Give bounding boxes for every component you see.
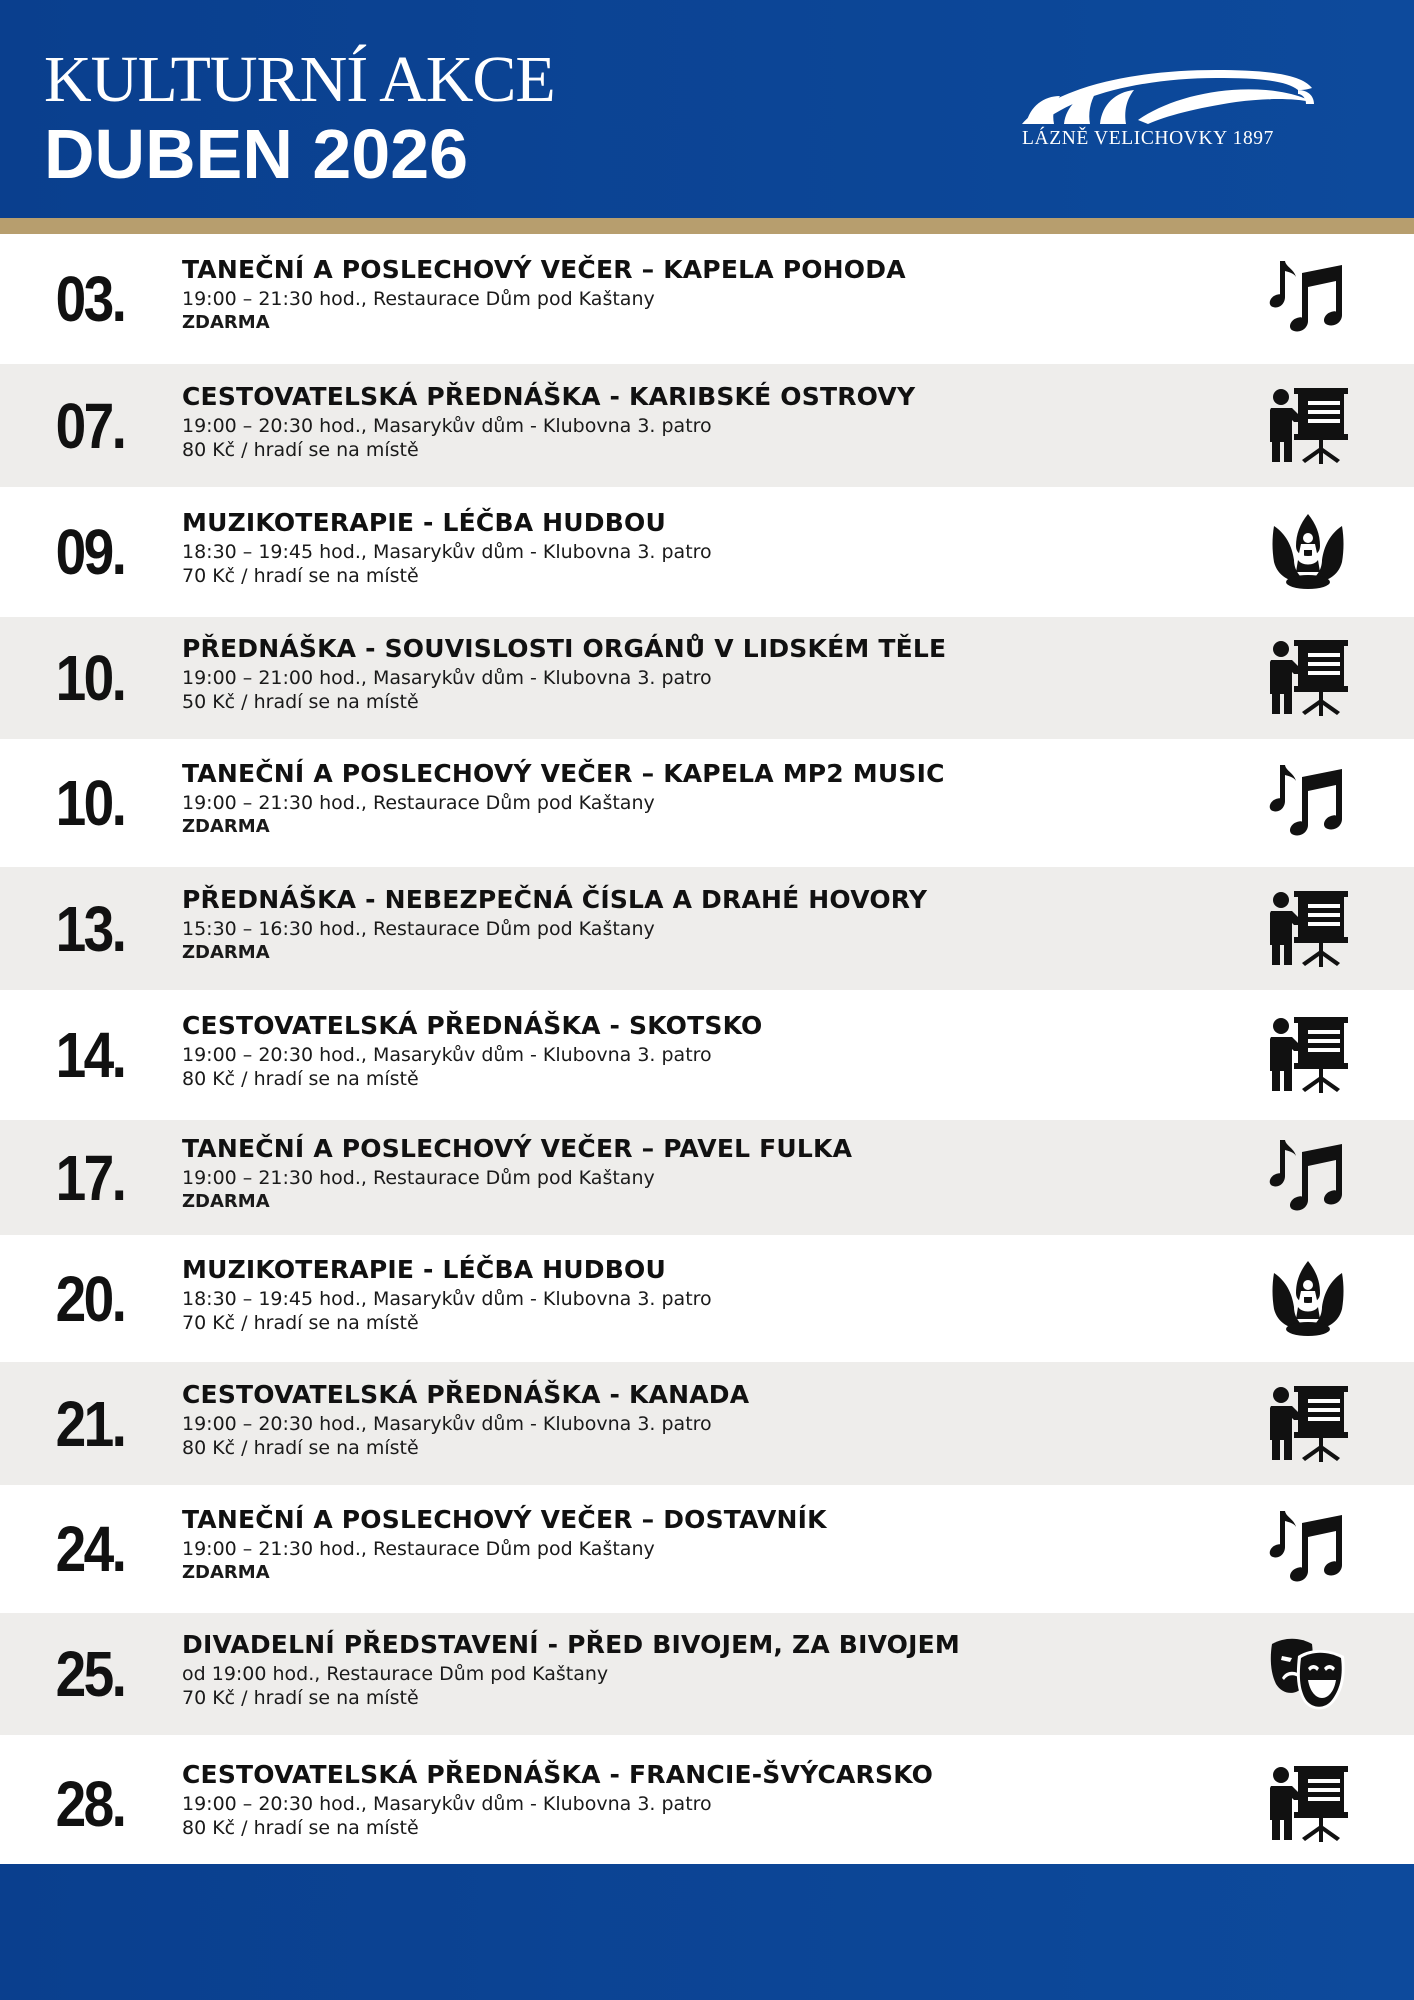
page-title: KULTURNÍ AKCE (44, 43, 555, 116)
event-day: 10. (55, 767, 125, 839)
event-price: 70 Kč / hradí se na místě (182, 1687, 419, 1709)
page-subtitle-month: DUBEN 2026 (44, 115, 469, 193)
event-row (0, 1120, 1414, 1235)
event-title: PŘEDNÁŠKA - SOUVISLOSTI ORGÁNŮ V LIDSKÉM TĚLE (182, 634, 947, 663)
lecture-icon (1268, 1384, 1348, 1464)
event-title: CESTOVATELSKÁ PŘEDNÁŠKA - KARIBSKÉ OSTROVY (182, 381, 916, 411)
event-title: CESTOVATELSKÁ PŘEDNÁŠKA - KANADA (182, 1379, 750, 1409)
event-row (0, 1235, 1414, 1362)
colonnade-logo-icon (1016, 60, 1316, 130)
event-time-place: 19:00 – 20:30 hod., Masarykův dům - Klubovna 3. patro (182, 1412, 712, 1435)
event-day: 21. (55, 1387, 125, 1460)
lecture-icon (1268, 386, 1348, 466)
event-title: MUZIKOTERAPIE - LÉČBA HUDBOU (182, 1254, 666, 1284)
event-row (0, 1362, 1414, 1485)
lotus-meditation-icon (1268, 512, 1348, 592)
event-day: 07. (55, 389, 125, 462)
event-title: TANEČNÍ A POSLECHOVÝ VEČER – DOSTAVNÍK (182, 1505, 827, 1534)
event-time-place: 18:30 – 19:45 hod., Masarykův dům - Klubovna 3. patro (182, 1287, 712, 1310)
event-row (0, 1735, 1414, 1873)
event-title: CESTOVATELSKÁ PŘEDNÁŠKA - SKOTSKO (182, 1011, 763, 1040)
event-time-place: 19:00 – 21:30 hod., Restaurace Dům pod Kaštany (182, 1538, 655, 1560)
logo-wordmark: LÁZNĚ VELICHOVKY 1897 (1022, 128, 1274, 149)
gold-divider (0, 218, 1414, 234)
lecture-icon (1268, 1015, 1348, 1095)
event-row (0, 487, 1414, 617)
header-banner (0, 0, 1414, 218)
event-price: 80 Kč / hradí se na místě (182, 1436, 419, 1459)
event-list (0, 234, 1414, 1873)
music-note-icon (1268, 1509, 1348, 1589)
event-time-place: 19:00 – 21:30 hod., Restaurace Dům pod Kaštany (182, 1166, 655, 1189)
event-price: 70 Kč / hradí se na místě (182, 565, 419, 587)
event-time-place: 19:00 – 20:30 hod., Masarykův dům - Klubovna 3. patro (182, 414, 712, 437)
event-day: 13. (55, 892, 125, 965)
event-price: 50 Kč / hradí se na místě (182, 691, 419, 713)
event-title: PŘEDNÁŠKA - NEBEZPEČNÁ ČÍSLA A DRAHÉ HOVORY (182, 884, 928, 914)
music-note-icon (1268, 763, 1348, 843)
lecture-icon (1268, 638, 1348, 718)
event-row (0, 364, 1414, 487)
event-title: DIVADELNÍ PŘEDSTAVENÍ - PŘED BIVOJEM, ZA BIVOJEM (182, 1630, 960, 1659)
event-price: 80 Kč / hradí se na místě (182, 1068, 419, 1090)
event-title: TANEČNÍ A POSLECHOVÝ VEČER – PAVEL FULKA (182, 1133, 853, 1163)
event-day: 17. (55, 1141, 125, 1214)
lecture-icon (1268, 889, 1348, 969)
event-time-place: 15:30 – 16:30 hod., Restaurace Dům pod Kaštany (182, 917, 655, 940)
event-row (0, 1613, 1414, 1735)
event-price: ZDARMA (182, 1190, 270, 1212)
event-day: 25. (55, 1638, 125, 1710)
event-time-place: 18:30 – 19:45 hod., Masarykův dům - Klubovna 3. patro (182, 541, 712, 563)
event-day: 24. (55, 1513, 125, 1585)
music-note-icon (1268, 1138, 1348, 1218)
event-price: ZDARMA (182, 312, 270, 333)
event-day: 03. (55, 263, 125, 335)
event-day: 20. (55, 1262, 125, 1335)
event-day: 14. (55, 1019, 125, 1091)
event-time-place: 19:00 – 20:30 hod., Masarykův dům - Klubovna 3. patro (182, 1044, 712, 1066)
event-title: MUZIKOTERAPIE - LÉČBA HUDBOU (182, 508, 666, 537)
event-row (0, 990, 1414, 1120)
footer-banner (0, 1864, 1414, 2000)
theater-masks-icon (1268, 1634, 1348, 1714)
spa-logo (1016, 60, 1316, 160)
event-day: 09. (55, 516, 125, 588)
lecture-icon (1268, 1764, 1348, 1844)
event-row (0, 1485, 1414, 1613)
event-title: TANEČNÍ A POSLECHOVÝ VEČER – KAPELA MP2 MUSIC (182, 759, 945, 788)
event-day: 10. (55, 642, 125, 714)
event-day: 28. (55, 1768, 125, 1840)
event-title: TANEČNÍ A POSLECHOVÝ VEČER – KAPELA POHODA (182, 255, 906, 284)
event-time-place: od 19:00 hod., Restaurace Dům pod Kaštany (182, 1663, 609, 1685)
event-row (0, 739, 1414, 867)
event-time-place: 19:00 – 21:00 hod., Masarykův dům - Klubovna 3. patro (182, 667, 712, 689)
event-title: CESTOVATELSKÁ PŘEDNÁŠKA - FRANCIE-ŠVÝCARSKO (182, 1760, 934, 1789)
event-row (0, 867, 1414, 990)
music-note-icon (1268, 259, 1348, 339)
event-price: 70 Kč / hradí se na místě (182, 1311, 419, 1334)
event-row (0, 617, 1414, 739)
event-time-place: 19:00 – 20:30 hod., Masarykův dům - Klubovna 3. patro (182, 1793, 712, 1815)
event-price: ZDARMA (182, 941, 270, 963)
event-price: ZDARMA (182, 816, 270, 837)
lotus-meditation-icon (1268, 1259, 1348, 1339)
event-row (0, 234, 1414, 364)
event-time-place: 19:00 – 21:30 hod., Restaurace Dům pod Kaštany (182, 288, 655, 310)
event-price: 80 Kč / hradí se na místě (182, 438, 419, 461)
event-time-place: 19:00 – 21:30 hod., Restaurace Dům pod Kaštany (182, 792, 655, 814)
event-price: 80 Kč / hradí se na místě (182, 1817, 419, 1839)
event-price: ZDARMA (182, 1562, 270, 1583)
